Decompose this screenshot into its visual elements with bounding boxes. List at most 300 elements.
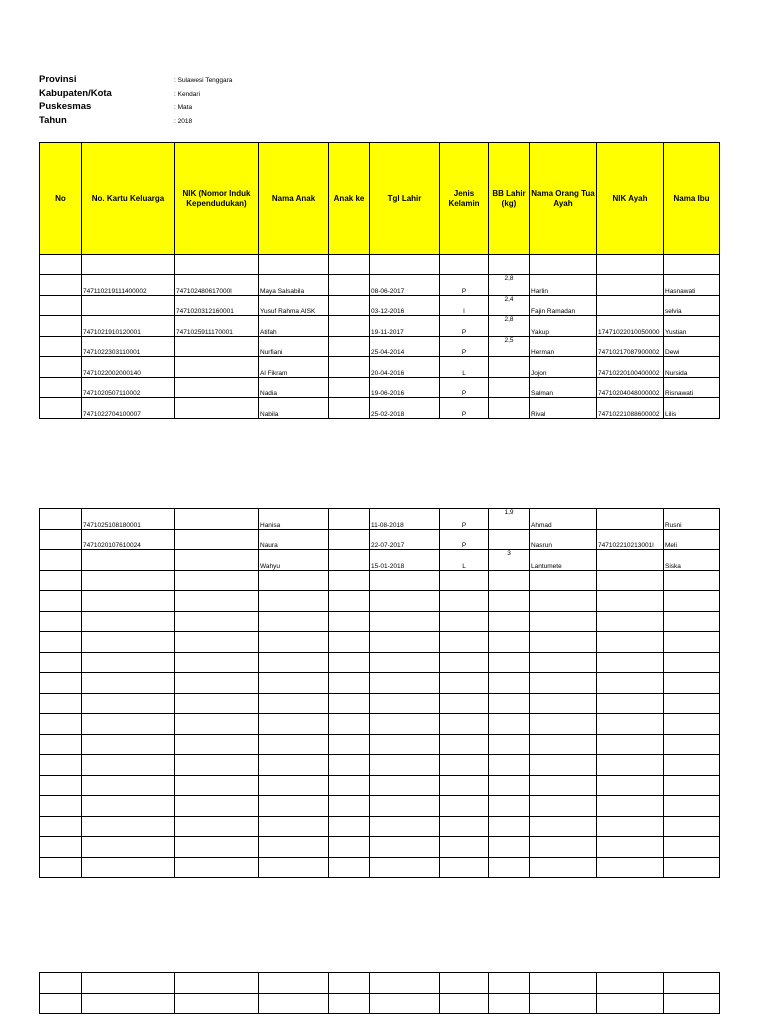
empty-cell	[440, 755, 489, 776]
cell-anak-ke	[329, 316, 370, 337]
cell-nama-anak: Maya Salsabila	[259, 275, 329, 296]
empty-cell	[82, 775, 175, 796]
header-nama-ayah: Nama Orang Tua Ayah	[530, 143, 597, 255]
empty-cell	[82, 693, 175, 714]
cell-nik-ayah: 747102210213001l	[597, 529, 664, 550]
empty-cell	[40, 693, 82, 714]
table-cell	[82, 255, 175, 275]
empty-cell	[370, 734, 440, 755]
empty-cell	[259, 755, 329, 776]
cell-jenis-kelamin: P	[440, 509, 489, 530]
empty-cell	[370, 796, 440, 817]
empty-cell	[82, 837, 175, 858]
empty-cell	[530, 857, 597, 878]
empty-cell	[259, 816, 329, 837]
empty-cell	[370, 714, 440, 735]
empty-cell	[664, 816, 720, 837]
cell-tgl-lahir: 08-06-2017	[370, 275, 440, 296]
empty-cell	[175, 591, 259, 612]
cell-nama-anak: Hanisa	[259, 509, 329, 530]
empty-cell	[259, 973, 329, 994]
empty-cell	[329, 611, 370, 632]
header-anak-ke: Anak ke	[329, 143, 370, 255]
empty-cell	[40, 816, 82, 837]
empty-cell	[259, 673, 329, 694]
empty-cell	[530, 837, 597, 858]
empty-cell	[597, 652, 664, 673]
empty-cell	[489, 973, 530, 994]
cell-nama-anak: Atifah	[259, 316, 329, 337]
cell-tgl-lahir: 19-11-2017	[370, 316, 440, 337]
empty-cell	[489, 734, 530, 755]
cell-anak-ke	[329, 336, 370, 357]
header-nik: NIK (Nomor Induk Kependudukan)	[175, 143, 259, 255]
meta-value: : Sulawesi Tenggara	[174, 77, 233, 84]
empty-cell	[82, 570, 175, 591]
cell-nama-ayah: Harlin	[530, 275, 597, 296]
empty-cell	[259, 734, 329, 755]
empty-cell	[440, 632, 489, 653]
cell-no	[40, 550, 82, 571]
cell-tgl-lahir: 19-06-2016	[370, 377, 440, 398]
empty-cell	[329, 775, 370, 796]
empty-cell	[40, 714, 82, 735]
empty-cell	[664, 734, 720, 755]
empty-cell	[175, 693, 259, 714]
empty-cell	[175, 570, 259, 591]
table-body	[40, 509, 720, 878]
empty-cell	[440, 857, 489, 878]
empty-cell	[40, 570, 82, 591]
cell-no-kk: 7471022704100007	[82, 398, 175, 419]
empty-cell	[329, 993, 370, 1014]
empty-cell	[40, 993, 82, 1014]
cell-no-kk: 7471020107610024	[82, 529, 175, 550]
empty-row	[40, 857, 720, 878]
empty-cell	[489, 591, 530, 612]
empty-cell	[440, 816, 489, 837]
empty-cell	[370, 693, 440, 714]
cell-nik: 7471025911170001	[175, 316, 259, 337]
meta-value: : 2018	[174, 117, 193, 125]
empty-cell	[259, 611, 329, 632]
empty-cell	[40, 796, 82, 817]
empty-cell	[530, 693, 597, 714]
empty-cell	[175, 775, 259, 796]
table-row	[40, 357, 720, 378]
cell-no	[40, 509, 82, 530]
empty-cell	[530, 632, 597, 653]
empty-cell	[40, 611, 82, 632]
empty-cell	[664, 993, 720, 1014]
cell-no-kk	[82, 550, 175, 571]
empty-cell	[440, 973, 489, 994]
cell-nama-ibu: Rusni	[664, 509, 720, 530]
cell-nik	[175, 336, 259, 357]
empty-cell	[370, 837, 440, 858]
meta-value: : Kendari	[174, 90, 201, 98]
empty-cell	[597, 632, 664, 653]
empty-cell	[40, 775, 82, 796]
cell-bb-lahir: 2,8	[489, 316, 530, 337]
empty-cell	[40, 973, 82, 994]
header-no-kk: No. Kartu Keluarga	[82, 143, 175, 255]
empty-cell	[82, 993, 175, 1014]
table-cell	[440, 255, 489, 275]
cell-bb-lahir: 2,4	[489, 295, 530, 316]
empty-cell	[329, 755, 370, 776]
empty-cell	[664, 837, 720, 858]
empty-row	[40, 734, 720, 755]
empty-cell	[175, 837, 259, 858]
empty-cell	[489, 775, 530, 796]
meta-value: : Mata	[174, 104, 193, 111]
empty-cell	[530, 652, 597, 673]
cell-nama-anak: Wahyu	[259, 550, 329, 571]
cell-nama-anak: Naura	[259, 529, 329, 550]
empty-cell	[664, 755, 720, 776]
empty-cell	[440, 673, 489, 694]
table-cell	[489, 255, 530, 275]
empty-cell	[440, 652, 489, 673]
empty-row	[40, 611, 720, 632]
empty-cell	[597, 816, 664, 837]
empty-cell	[597, 734, 664, 755]
empty-cell	[489, 837, 530, 858]
empty-cell	[597, 775, 664, 796]
empty-cell	[664, 775, 720, 796]
cell-nik-ayah	[597, 550, 664, 571]
cell-no	[40, 316, 82, 337]
empty-cell	[82, 755, 175, 776]
empty-row	[40, 755, 720, 776]
cell-nik	[175, 550, 259, 571]
empty-cell	[329, 857, 370, 878]
empty-cell	[530, 570, 597, 591]
cell-bb-lahir	[489, 357, 530, 378]
cell-jenis-kelamin: P	[440, 529, 489, 550]
cell-nama-anak: Nabila	[259, 398, 329, 419]
table-cell	[370, 255, 440, 275]
cell-no	[40, 357, 82, 378]
cell-nik	[175, 529, 259, 550]
cell-nik	[175, 398, 259, 419]
empty-cell	[175, 857, 259, 878]
empty-cell	[329, 714, 370, 735]
cell-nama-anak: Yusuf Rahma AISK	[259, 295, 329, 316]
empty-cell	[597, 714, 664, 735]
table-row	[40, 316, 720, 337]
empty-cell	[82, 632, 175, 653]
empty-row	[40, 673, 720, 694]
empty-cell	[664, 857, 720, 878]
empty-cell	[489, 611, 530, 632]
empty-cell	[530, 993, 597, 1014]
cell-anak-ke	[329, 295, 370, 316]
cell-anak-ke	[329, 550, 370, 571]
cell-jenis-kelamin: L	[440, 357, 489, 378]
cell-nama-ayah: Fajin Ramadan	[530, 295, 597, 316]
cell-nama-ibu: Lilis	[664, 398, 720, 419]
empty-row	[40, 993, 720, 1014]
empty-cell	[329, 973, 370, 994]
empty-cell	[82, 714, 175, 735]
empty-row	[40, 591, 720, 612]
cell-tgl-lahir: 22-07-2017	[370, 529, 440, 550]
empty-cell	[82, 734, 175, 755]
empty-cell	[664, 570, 720, 591]
cell-no-kk: 7471020507110002	[82, 377, 175, 398]
cell-no-kk: 7471025108180001	[82, 509, 175, 530]
empty-row	[40, 775, 720, 796]
cell-bb-lahir	[489, 398, 530, 419]
empty-cell	[329, 837, 370, 858]
cell-nik: 747102480617000l	[175, 275, 259, 296]
empty-cell	[489, 796, 530, 817]
cell-nama-ibu: Dewi	[664, 336, 720, 357]
empty-cell	[664, 611, 720, 632]
cell-nama-ayah: Rival	[530, 398, 597, 419]
table-row	[40, 255, 720, 275]
cell-no-kk: 7471022002000140	[82, 357, 175, 378]
empty-cell	[664, 591, 720, 612]
empty-row	[40, 796, 720, 817]
cell-nik-ayah	[597, 275, 664, 296]
cell-nama-ibu: Yustian	[664, 316, 720, 337]
empty-row	[40, 693, 720, 714]
empty-row	[40, 714, 720, 735]
empty-cell	[175, 632, 259, 653]
empty-cell	[530, 973, 597, 994]
empty-cell	[440, 734, 489, 755]
meta-label: Puskesmas	[39, 101, 92, 112]
empty-cell	[370, 775, 440, 796]
cell-jenis-kelamin: L	[440, 550, 489, 571]
empty-cell	[370, 632, 440, 653]
empty-cell	[440, 837, 489, 858]
empty-cell	[329, 796, 370, 817]
empty-cell	[175, 714, 259, 735]
header-jenis-kelamin: Jenis Kelamin	[440, 143, 489, 255]
empty-cell	[440, 591, 489, 612]
empty-cell	[259, 857, 329, 878]
empty-cell	[530, 796, 597, 817]
cell-anak-ke	[329, 357, 370, 378]
empty-cell	[664, 714, 720, 735]
empty-cell	[370, 993, 440, 1014]
empty-cell	[530, 714, 597, 735]
cell-jenis-kelamin: P	[440, 398, 489, 419]
empty-cell	[82, 673, 175, 694]
cell-tgl-lahir: 25-04-2014	[370, 336, 440, 357]
cell-nama-anak: Al Fikram	[259, 357, 329, 378]
table-row	[40, 377, 720, 398]
cell-nik-ayah: 74710220100400002	[597, 357, 664, 378]
cell-anak-ke	[329, 398, 370, 419]
empty-cell	[40, 837, 82, 858]
empty-cell	[530, 734, 597, 755]
empty-cell	[329, 734, 370, 755]
cell-bb-lahir: 2,8	[489, 275, 530, 296]
table-cell	[597, 255, 664, 275]
meta-label: Provinsi	[39, 74, 77, 85]
empty-cell	[597, 591, 664, 612]
cell-nik	[175, 509, 259, 530]
empty-cell	[597, 570, 664, 591]
empty-cell	[597, 611, 664, 632]
empty-cell	[597, 837, 664, 858]
empty-cell	[259, 570, 329, 591]
empty-cell	[82, 816, 175, 837]
cell-bb-lahir: 1,9	[489, 509, 530, 530]
cell-nik	[175, 377, 259, 398]
empty-cell	[259, 775, 329, 796]
cell-no	[40, 377, 82, 398]
table-row	[40, 336, 720, 357]
empty-cell	[597, 796, 664, 817]
cell-nama-ibu: Meli	[664, 529, 720, 550]
header-row	[40, 143, 720, 255]
cell-bb-lahir: 3	[489, 550, 530, 571]
empty-cell	[664, 796, 720, 817]
birth-register-table-continued	[39, 508, 720, 878]
empty-cell	[370, 816, 440, 837]
empty-cell	[40, 734, 82, 755]
header-nama-anak: Nama Anak	[259, 143, 329, 255]
empty-cell	[530, 755, 597, 776]
empty-row	[40, 816, 720, 837]
table-cell	[40, 255, 82, 275]
empty-cell	[82, 796, 175, 817]
cell-bb-lahir	[489, 529, 530, 550]
table-cell	[175, 255, 259, 275]
empty-cell	[440, 693, 489, 714]
birth-register-table-next-page	[39, 972, 720, 1014]
empty-cell	[329, 591, 370, 612]
cell-bb-lahir: 2,5	[489, 336, 530, 357]
empty-cell	[259, 693, 329, 714]
empty-cell	[40, 673, 82, 694]
cell-anak-ke	[329, 377, 370, 398]
empty-cell	[597, 857, 664, 878]
empty-cell	[440, 714, 489, 735]
empty-cell	[175, 611, 259, 632]
empty-cell	[664, 673, 720, 694]
table-row	[40, 550, 720, 571]
cell-nama-ayah: Salman	[530, 377, 597, 398]
empty-cell	[489, 673, 530, 694]
empty-cell	[530, 591, 597, 612]
cell-nama-ayah: Lantumete	[530, 550, 597, 571]
cell-nik: 7471020312160001	[175, 295, 259, 316]
empty-cell	[329, 693, 370, 714]
header-bb-lahir: BB Lahir (kg)	[489, 143, 530, 255]
cell-no-kk: 7471021910120001	[82, 316, 175, 337]
cell-nama-ayah: Ahmad	[530, 509, 597, 530]
table-body	[40, 973, 720, 1014]
empty-cell	[440, 796, 489, 817]
empty-cell	[597, 693, 664, 714]
cell-no-kk: 7471022303110001	[82, 336, 175, 357]
cell-no	[40, 398, 82, 419]
empty-cell	[370, 570, 440, 591]
empty-cell	[259, 652, 329, 673]
empty-cell	[664, 693, 720, 714]
empty-cell	[329, 570, 370, 591]
empty-cell	[329, 673, 370, 694]
empty-cell	[489, 816, 530, 837]
empty-cell	[40, 857, 82, 878]
empty-cell	[440, 993, 489, 1014]
empty-cell	[175, 673, 259, 694]
empty-cell	[530, 673, 597, 694]
header-nama-ibu: Nama Ibu	[664, 143, 720, 255]
cell-no	[40, 295, 82, 316]
header-tgl-lahir: Tgl Lahir	[370, 143, 440, 255]
empty-cell	[82, 973, 175, 994]
empty-cell	[370, 652, 440, 673]
cell-tgl-lahir: 25-02-2018	[370, 398, 440, 419]
empty-cell	[175, 652, 259, 673]
empty-row	[40, 837, 720, 858]
empty-cell	[440, 570, 489, 591]
empty-cell	[597, 673, 664, 694]
cell-anak-ke	[329, 529, 370, 550]
empty-cell	[664, 652, 720, 673]
cell-nama-ayah: Herman	[530, 336, 597, 357]
header-nik-ayah: NIK Ayah	[597, 143, 664, 255]
empty-cell	[175, 755, 259, 776]
empty-cell	[530, 816, 597, 837]
empty-cell	[259, 714, 329, 735]
cell-nik-ayah	[597, 295, 664, 316]
empty-row	[40, 570, 720, 591]
cell-tgl-lahir: 03-12-2016	[370, 295, 440, 316]
empty-cell	[489, 857, 530, 878]
empty-cell	[259, 993, 329, 1014]
empty-cell	[329, 632, 370, 653]
table-row	[40, 398, 720, 419]
meta-label: Tahun	[39, 114, 67, 126]
empty-cell	[489, 993, 530, 1014]
empty-cell	[664, 632, 720, 653]
empty-cell	[440, 775, 489, 796]
empty-cell	[664, 973, 720, 994]
cell-no-kk: 747110219111400002	[82, 275, 175, 296]
empty-cell	[489, 755, 530, 776]
cell-jenis-kelamin: P	[440, 336, 489, 357]
table-cell	[259, 255, 329, 275]
empty-cell	[597, 755, 664, 776]
empty-cell	[489, 714, 530, 735]
empty-cell	[259, 837, 329, 858]
birth-register-table	[39, 142, 720, 419]
cell-no	[40, 336, 82, 357]
cell-nama-ibu: Hasnawati	[664, 275, 720, 296]
table-body	[40, 255, 720, 419]
empty-cell	[370, 591, 440, 612]
empty-cell	[329, 652, 370, 673]
cell-nik-ayah: 17471022010050000	[597, 316, 664, 337]
empty-cell	[40, 755, 82, 776]
table-cell	[530, 255, 597, 275]
cell-nama-ibu: Nursida	[664, 357, 720, 378]
empty-cell	[489, 632, 530, 653]
cell-jenis-kelamin: P	[440, 377, 489, 398]
empty-cell	[530, 611, 597, 632]
cell-no	[40, 275, 82, 296]
empty-cell	[370, 857, 440, 878]
